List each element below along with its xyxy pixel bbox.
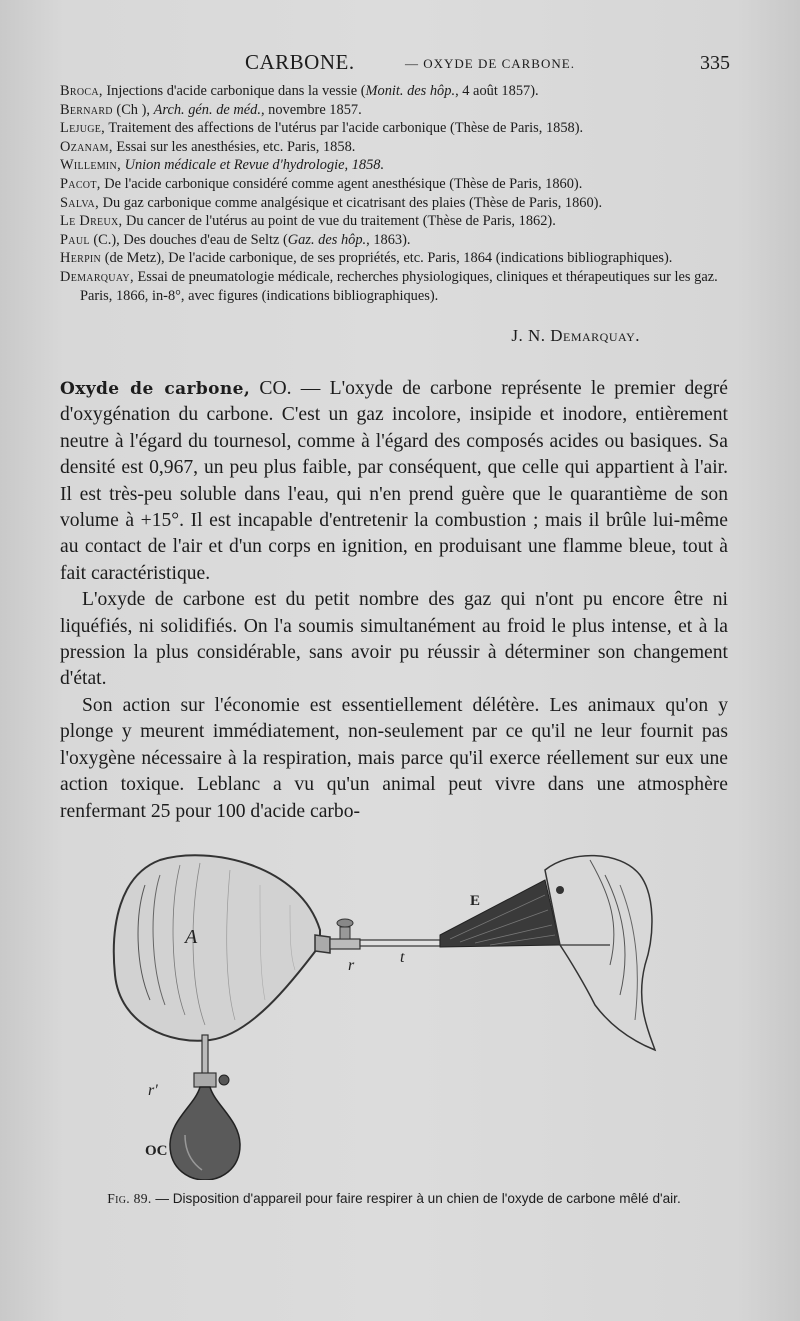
running-header [60, 46, 730, 76]
caption-text: — Disposition d'appareil pour faire respirer à un chien de l'oxyde de carbone mêlé d'air. [151, 1191, 681, 1206]
reference-item [60, 101, 728, 120]
ref-author: Le Dreux, [60, 213, 123, 230]
bottom-valve [148, 1035, 229, 1099]
paragraph [60, 376, 728, 587]
ref-italic: Arch. gén. de méd. [153, 101, 261, 118]
ref-tail: , 1863). [366, 231, 411, 248]
label-tap-bottom: r' [148, 1082, 158, 1099]
gas-bag [114, 855, 320, 1040]
reference-item [60, 212, 728, 231]
ref-tail: , novembre 1857. [260, 101, 362, 118]
ref-italic: Gaz. des hôp. [287, 231, 367, 248]
reference-item [60, 194, 728, 213]
ref-author: Broca, [60, 83, 103, 99]
paragraph-text: CO. — L'oxyde de carbone représente le premier degré d'oxygénation du carbone. C'est un gaz incolore, insipide et inodore, entièrement neutre à l'égard du tournesol, comme à l'égard des composés acides ou basiques. Sa densité est 0,967, un peu plus faible, par conséquent, que celle qui appartient à l'air. Il est très-peu soluble dans l'eau, qui n'en prend guère que le quarantième de son volume à +15°. Il est incapable d'entretenir la combustion ; mais il brûle lui-même au contact de l'air et d'un corps en ignition, en produisant une flamme bleue, tout à fait caractéristique. [60, 378, 728, 584]
ref-text: Du gaz carbonique comme analgésique et cicatrisant des plaies (Thèse de Paris, 1860). [98, 194, 603, 211]
ref-author: Salva, [60, 194, 99, 211]
entry-heading: Oxyde de carbone, [60, 379, 251, 399]
ref-author: Herpin [60, 250, 102, 267]
reference-item [60, 156, 728, 175]
tube [360, 940, 440, 966]
label-tube: t [400, 949, 405, 966]
rubber-bulb [145, 1087, 240, 1180]
ref-author: Demarquay, [60, 268, 134, 285]
label-bag: A [185, 926, 198, 948]
page-number: 335 [700, 52, 730, 74]
ref-text: De l'acide carbonique considéré comme agent anesthésique (Thèse de Paris, 1860). [100, 175, 583, 192]
ref-author: Willemin, [60, 157, 121, 174]
ref-tail: , 4 août 1857). [455, 83, 539, 99]
figure-caption [60, 1190, 728, 1208]
ref-text: (de Metz), De l'acide carbonique, de ses propriétés, etc. Paris, 1864 (indications bibliographiques). [101, 250, 673, 267]
ref-author: Ozanam, [60, 138, 113, 155]
label-mask: E [470, 893, 481, 909]
reference-item [60, 138, 728, 157]
paragraph: L'oxyde de carbone est du petit nombre des gaz qui n'ont pu encore être ni liquéfiés, ni solidifiés. On l'a soumis simultanément au froid le plus intense, et à la pression la plus considérable, sans avoir pu réussir à déterminer son changement d'état. [60, 589, 728, 690]
label-bulb: OC [145, 1143, 168, 1159]
reference-item [60, 268, 728, 305]
mask [440, 880, 560, 947]
ref-text: (C.), Des douches d'eau de Seltz ( [89, 231, 288, 248]
ref-text: Injections d'acide carbonique dans la vessie ( [102, 83, 366, 99]
ref-text: Essai de pneumatologie médicale, recherches physiologiques, cliniques et thérapeutiques sur les gaz. Paris, 1866, in-8°, avec figures (indications bibliographiques). [80, 268, 718, 304]
label-tap-top: r [348, 957, 355, 974]
ref-author: Pacot, [60, 175, 101, 192]
apparatus-figure [90, 835, 730, 1180]
ref-italic: Union médicale [124, 157, 217, 174]
ref-text: Du cancer de l'utérus au point de vue du traitement (Thèse de Paris, 1862). [122, 213, 556, 230]
ref-italic: Monit. des hôp. [365, 83, 456, 99]
connecting-tap [315, 919, 360, 974]
ref-tail: et Revue d'hydrologie, 1858. [216, 157, 385, 174]
ref-author: Lejuge, [60, 120, 106, 137]
article-body [60, 376, 728, 825]
reference-item [60, 82, 728, 101]
paragraph: Son action sur l'économie est essentiellement délétère. Les animaux qu'on y plonge y meurent immédiatement, non-seulement par ce qu'il ne leur fournit pas l'oxygène nécessaire à la respiration, mais parce qu'il exerce réellement sur eux une action toxique. Leblanc a vu qu'un animal peut vivre dans une atmosphère renfermant 25 pour 100 d'acide carbo- [60, 694, 728, 822]
dog-head [545, 856, 655, 1050]
reference-item [60, 119, 728, 138]
ref-author: Paul [60, 231, 90, 248]
reference-item [60, 249, 728, 268]
reference-item [60, 231, 728, 250]
header-title: CARBONE. [245, 50, 355, 74]
figure-number: Fig. 89. [107, 1191, 152, 1206]
ref-text: (Ch ), [112, 101, 154, 118]
reference-item [60, 175, 728, 194]
apparatus-illustration [90, 835, 730, 1180]
bibliography [60, 82, 728, 305]
author-signature: J. N. Demarquay. [511, 326, 640, 345]
ref-text: Traitement des affections de l'utérus par l'acide carbonique (Thèse de Paris, 1858). [105, 120, 584, 137]
header-subtitle: — OXYDE DE CARBONE. [405, 56, 575, 71]
ref-author: Bernard [60, 101, 113, 118]
ref-text: Essai sur les anesthésies, etc. Paris, 1858. [112, 138, 356, 155]
